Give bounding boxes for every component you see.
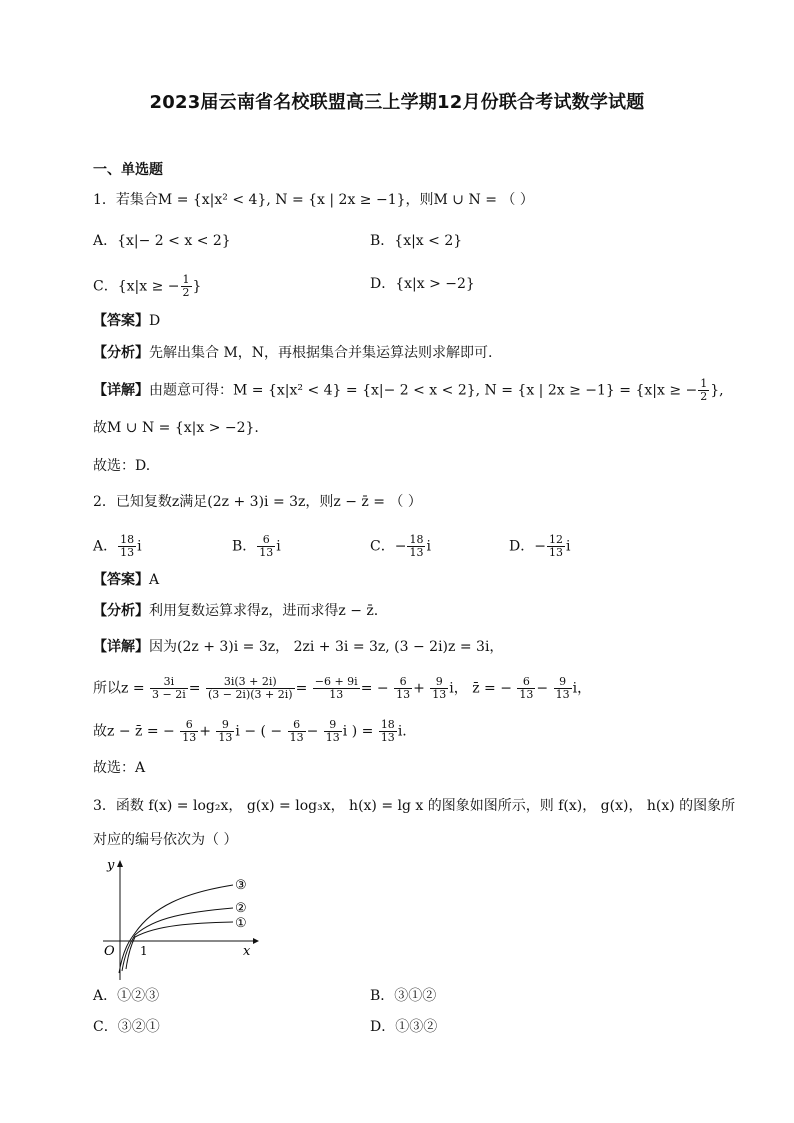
analysis-text: 先解出集合 M，N，再根据集合并集运算法则求解即可. (149, 345, 493, 361)
detail-fraction (216, 719, 234, 744)
detail-fraction (206, 676, 295, 701)
q2-detail-line-1 (93, 637, 503, 657)
q3-option-a: A．①②③ (93, 988, 160, 1004)
fraction-numerator: 6 (257, 534, 275, 547)
option-fraction (547, 534, 565, 559)
detail-zbar: z̄ = − (472, 680, 512, 697)
q2-option-c (370, 534, 431, 559)
fraction-numerator: 6 (517, 676, 535, 689)
imaginary-unit: i (426, 538, 431, 555)
q1-option-c-suffix: } (192, 278, 202, 295)
section-heading: 一、单选题 (93, 162, 163, 178)
analysis-text: 利用复数运算求得z，进而求得z − z̄. (149, 603, 379, 619)
detail-text-end: }, (710, 382, 724, 399)
q2-stem: 2．已知复数z满足(2z + 3)i = 3z，则z − z̄ = （ ） (93, 494, 422, 510)
detail-prefix: 故z − z̄ = − (93, 723, 175, 740)
detail-text: 因为(2z + 3)i = 3z， 2zi + 3i = 3z, (3 − 2i)z = 3i， (149, 639, 504, 655)
q1-option-c-fraction (181, 274, 192, 299)
detail-text: 由题意可得：M = {x|x² < 4} = {x|− 2 < x < 2}, N = {x | 2x ≥ −1} = {x|x ≥ − (149, 382, 698, 399)
q2-option-b (232, 534, 281, 559)
fraction-denominator: 13 (409, 546, 424, 559)
fraction-denominator: 13 (555, 688, 570, 701)
y-axis-arrow (117, 860, 123, 867)
detail-fraction (379, 719, 397, 744)
fraction-denominator: 3 − 2i (152, 688, 186, 701)
fraction-denominator: 13 (325, 731, 340, 744)
fraction-denominator: 13 (182, 731, 197, 744)
fraction-denominator: 13 (329, 688, 344, 701)
q2-analysis (93, 601, 378, 621)
option-label: C．− (370, 538, 407, 555)
q3-function-graph (93, 855, 273, 985)
detail-fraction (288, 719, 306, 744)
detail-fraction (430, 676, 448, 701)
curve-1-label: ① (235, 916, 247, 931)
detail-fraction (150, 676, 188, 701)
detail-fraction (313, 676, 360, 701)
fraction-numerator: 3i(3 + 2i) (206, 676, 295, 689)
q1-option-a: A．{x|− 2 < x < 2} (93, 233, 231, 249)
fraction-denominator: 2 (182, 286, 190, 299)
q2-detail-line-3: 故z − z̄ = − $\frac{6}{13}$ + $\frac{9}{13}$ i − ( − $\frac{6}{13}$ − $\frac{9}{13}$ i ) = $\frac{18}{13}$ i. (93, 718, 407, 744)
q2-detail-line-2: 所以z = $\frac{3i}{3 - 2i}$ = $\frac{3i(3 + 2i)}{(3 - 2i)(3 + 2i)}$ = $\frac{-6 + 9i}{13}$ = − $\frac{6}{13}$ + $\frac{9}{13}$ i， z̄ = − $\frac{6}{13}$ − $\frac{9}{13}$ i， (93, 675, 592, 701)
detail-tag: 【详解】 (93, 639, 149, 655)
detail-prefix: 所以z = (93, 680, 145, 697)
fraction-denominator: 13 (396, 688, 411, 701)
q2-option-a (93, 534, 142, 559)
fraction-numerator: 12 (548, 533, 563, 546)
q3-option-b: B．③①② (370, 988, 437, 1004)
answer-tag: 【答案】 (93, 313, 149, 329)
fraction-denominator: 13 (519, 688, 534, 701)
fraction-numerator: 3i (150, 676, 188, 689)
curve-2-label: ② (235, 901, 247, 916)
fraction-numerator: 1 (700, 377, 708, 390)
fraction-denominator: 13 (289, 731, 304, 744)
q3-stem-line-2: 对应的编号依次为（ ） (93, 832, 238, 848)
option-fraction (257, 534, 275, 559)
detail-fraction (324, 719, 342, 744)
q1-answer (93, 311, 160, 331)
q2-option-d (509, 534, 570, 559)
fraction-numerator: 9 (216, 719, 234, 732)
fraction-numerator: 9 (324, 719, 342, 732)
analysis-tag: 【分析】 (93, 603, 149, 619)
detail-fraction (517, 676, 535, 701)
q3-option-d: D．①③② (370, 1019, 438, 1035)
origin-label: O (104, 944, 115, 959)
option-label: B． (232, 538, 257, 555)
fraction-denominator: 13 (120, 546, 135, 559)
option-label: A． (93, 538, 118, 555)
detail-tag: 【详解】 (93, 382, 149, 399)
q1-choose: 故选：D. (93, 458, 151, 474)
page-title: 2023届云南省名校联盟高三上学期12月份联合考试数学试题 (149, 92, 645, 113)
fraction-denominator: 13 (218, 731, 233, 744)
fraction-numerator: 6 (394, 676, 412, 689)
answer-tag: 【答案】 (93, 572, 149, 588)
x-axis-label: x (243, 944, 251, 959)
q1-option-b: B．{x|x < 2} (370, 233, 463, 249)
q2-answer (93, 570, 159, 590)
fraction-numerator: 18 (120, 533, 135, 546)
fraction-denominator: 13 (259, 546, 274, 559)
fraction-denominator: 2 (700, 390, 708, 403)
analysis-tag: 【分析】 (93, 345, 149, 361)
detail-fraction (394, 676, 412, 701)
fraction-numerator: 1 (182, 273, 190, 286)
fraction-denominator: 13 (548, 546, 563, 559)
x-axis-arrow (253, 938, 259, 944)
curve-3 (119, 885, 233, 973)
curve-3-label: ③ (235, 878, 247, 893)
detail-fraction (554, 676, 572, 701)
fraction-denominator: (3 − 2i)(3 + 2i) (207, 688, 293, 701)
imaginary-unit: i (137, 538, 142, 555)
q2-choose: 故选：A (93, 760, 146, 776)
q1-detail-line-2: 故M ∪ N = {x|x > −2}. (93, 420, 259, 436)
fraction-denominator: 13 (380, 731, 395, 744)
option-fraction (118, 534, 136, 559)
q1-analysis (93, 343, 492, 363)
imaginary-unit: i (276, 538, 281, 555)
q1-detail-line-1 (93, 378, 724, 403)
fraction-numerator: 6 (288, 719, 306, 732)
fraction-denominator: 13 (432, 688, 447, 701)
q3-option-c: C．③②① (93, 1019, 160, 1035)
one-tick-label: 1 (140, 944, 148, 958)
imaginary-unit: i (565, 538, 571, 555)
q1-option-d: D．{x|x > −2} (370, 276, 475, 292)
fraction-numerator: 18 (409, 533, 424, 546)
option-label: D．− (509, 538, 546, 555)
detail-fraction (180, 719, 198, 744)
fraction-numerator: 18 (380, 718, 395, 731)
y-axis-label: y (107, 858, 115, 873)
detail-fraction (698, 378, 709, 403)
answer-value: A (149, 572, 160, 588)
q1-stem: 1．若集合M = {x|x² < 4}, N = {x | 2x ≥ −1}，则M ∪ N = （ ） (93, 192, 534, 208)
answer-value: D (149, 313, 161, 329)
fraction-numerator: −6 + 9i (314, 675, 358, 688)
q1-option-c-prefix: C．{x|x ≥ − (93, 278, 180, 295)
curve-2 (122, 908, 233, 971)
q1-option-c (93, 274, 201, 299)
q3-stem-line-1: 3．函数 f(x) = log₂x， g(x) = log₃x， h(x) = lg x 的图象如图所示，则 f(x)， g(x)， h(x) 的图象所 (93, 798, 736, 814)
fraction-numerator: 6 (180, 719, 198, 732)
fraction-numerator: 9 (554, 676, 572, 689)
fraction-numerator: 9 (430, 676, 448, 689)
option-fraction (407, 534, 425, 559)
